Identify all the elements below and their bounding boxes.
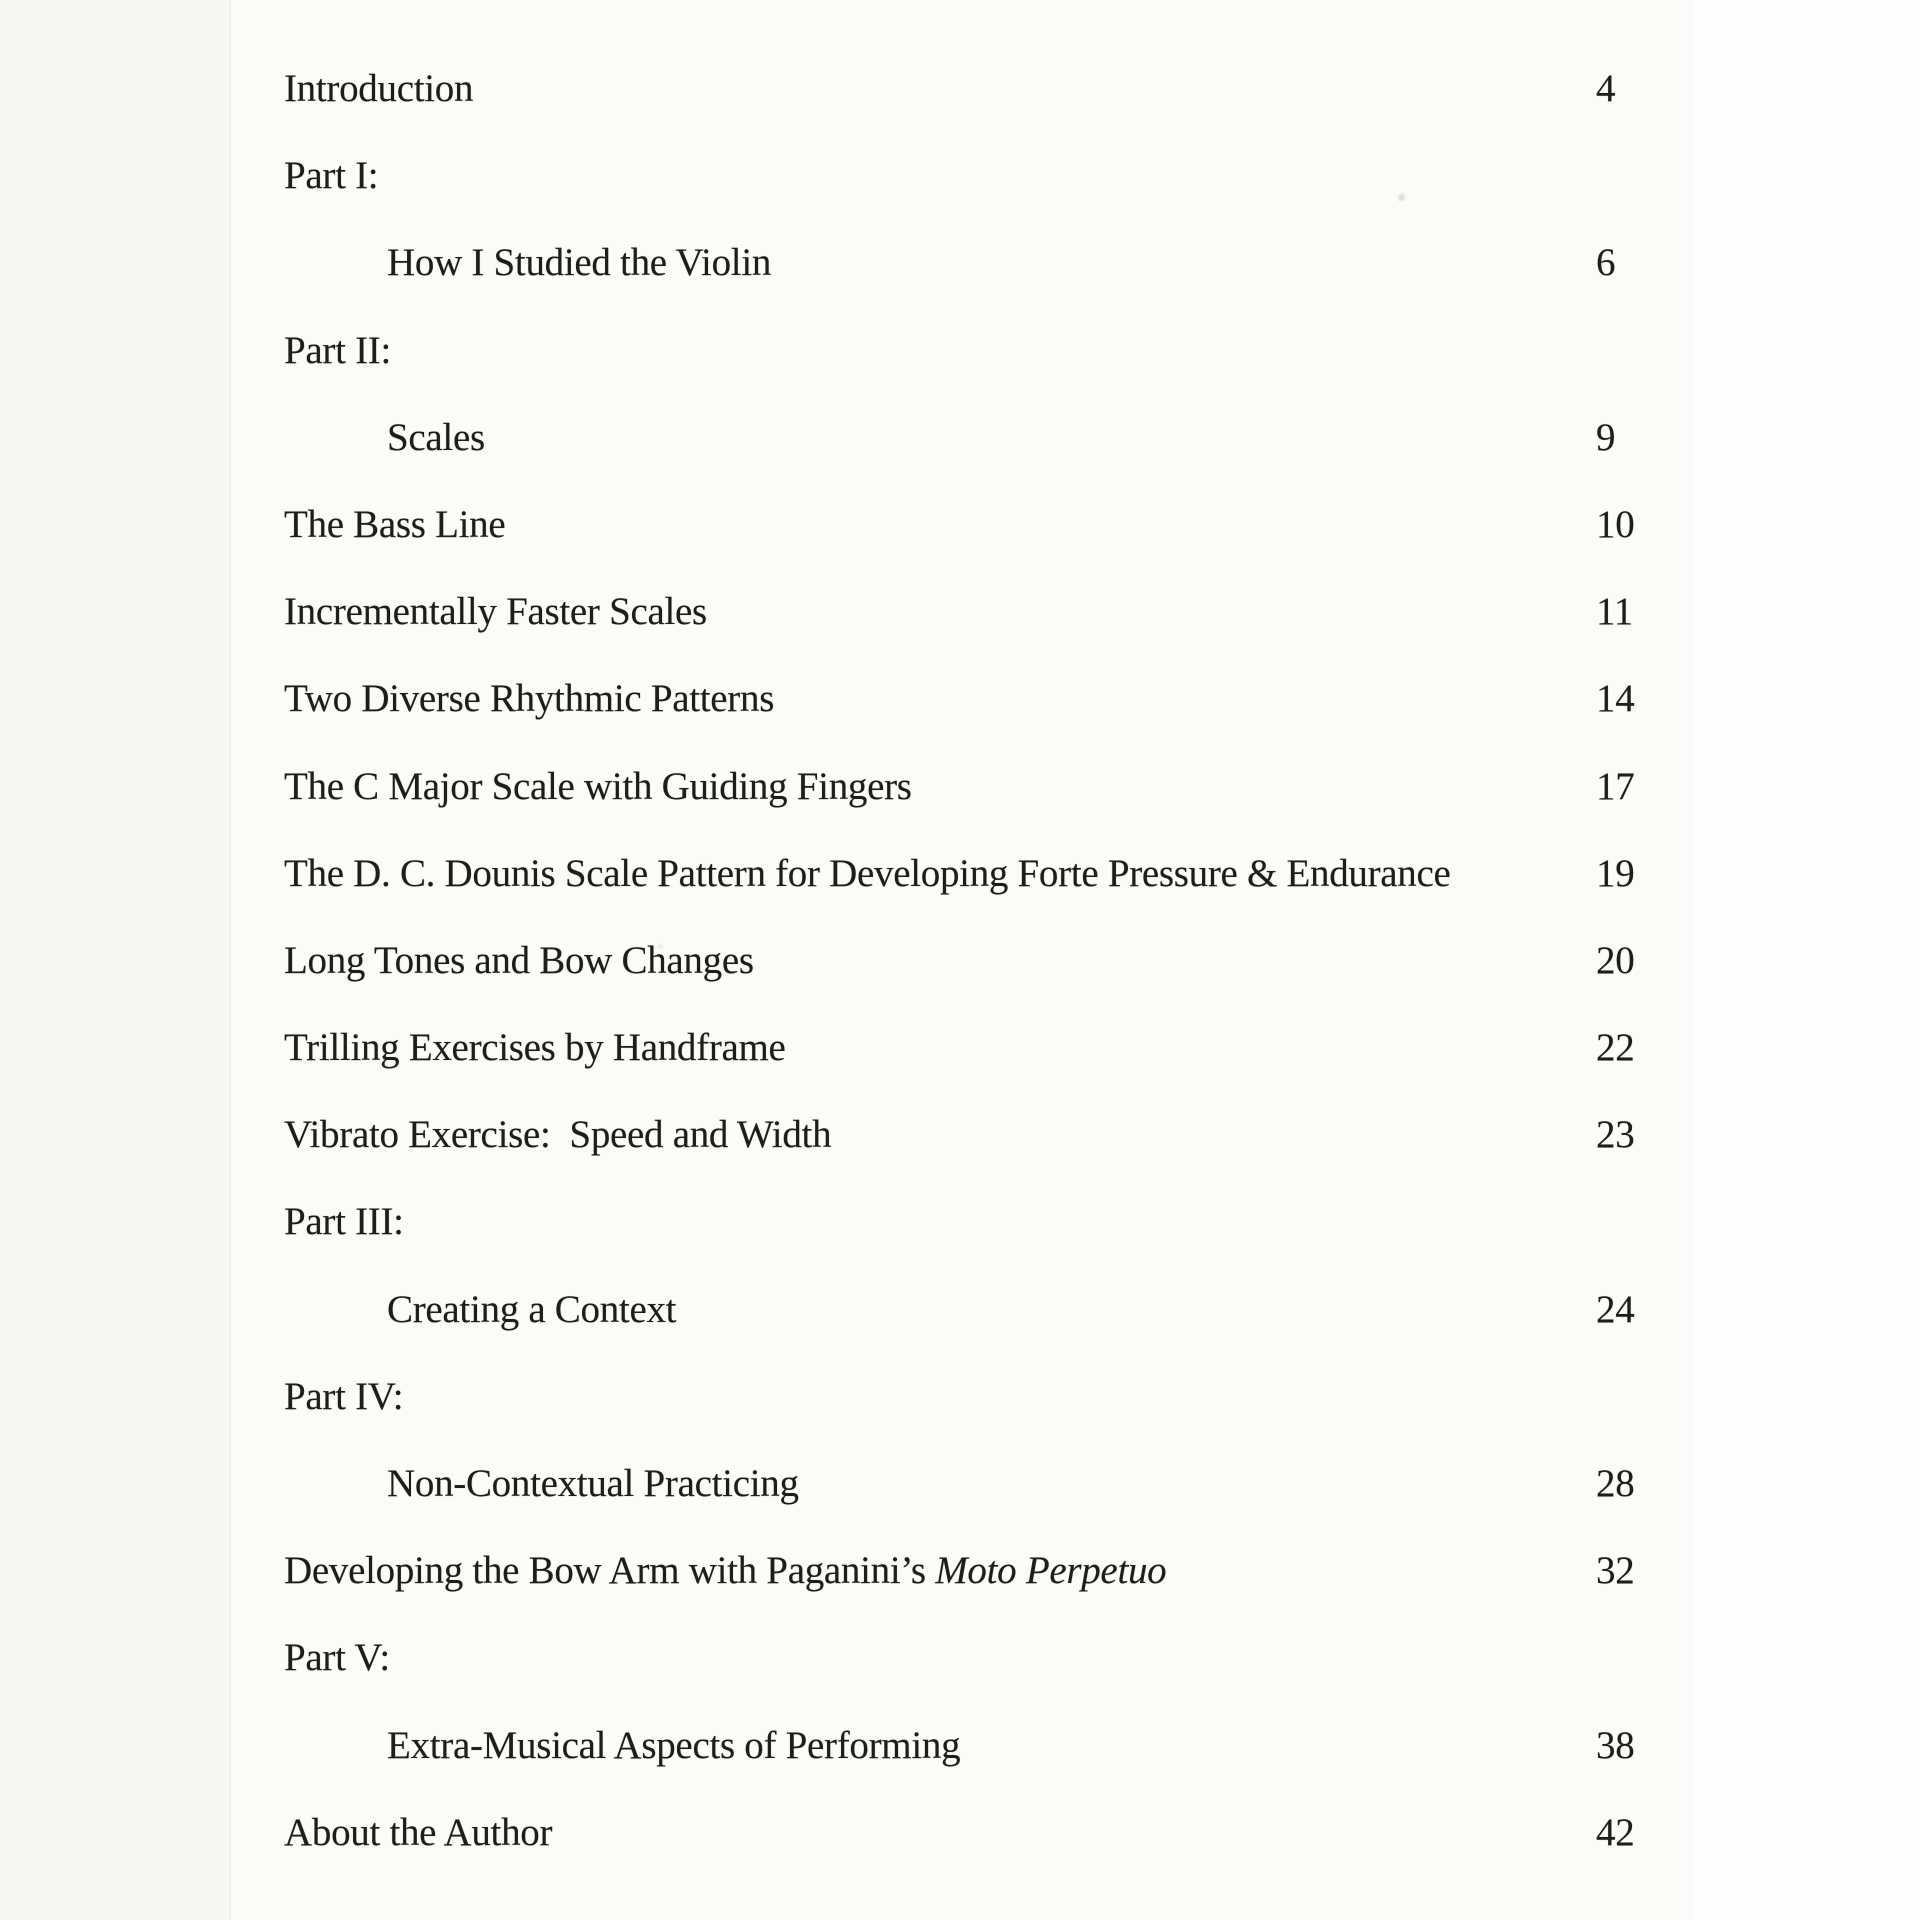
toc-row xyxy=(0,655,1920,742)
toc-entry-label: Creating a Context xyxy=(387,1287,677,1331)
toc-entry-label: Developing the Bow Arm with Paganini’s Moto Perpetuo xyxy=(284,1549,1167,1593)
toc-page-number: 32 xyxy=(1596,1549,1635,1593)
toc-row xyxy=(0,394,1920,481)
toc-page-number: 28 xyxy=(1596,1462,1635,1505)
toc-row xyxy=(0,1789,1920,1876)
toc-entry-label: How I Studied the Violin xyxy=(387,241,772,285)
toc-entry-label: Part IV: xyxy=(284,1374,404,1418)
toc-row xyxy=(0,1527,1920,1614)
toc-row xyxy=(0,1004,1920,1091)
toc-page-number: 11 xyxy=(1596,590,1633,634)
toc-entry-label: Scales xyxy=(387,415,485,459)
toc-entry-label: Extra-Musical Aspects of Performing xyxy=(387,1723,961,1767)
scan-artifact-speck xyxy=(1398,194,1405,201)
toc-row xyxy=(0,1614,1920,1701)
toc-entry-label: The C Major Scale with Guiding Fingers xyxy=(284,764,912,808)
toc-entry-label: Part I: xyxy=(284,154,379,198)
toc-row xyxy=(0,1353,1920,1440)
toc-row xyxy=(0,743,1920,830)
toc-page-number: 20 xyxy=(1596,938,1635,982)
toc-entry-label: Vibrato Exercise: Speed and Width xyxy=(284,1113,832,1157)
toc-row xyxy=(0,45,1920,132)
toc-entry-label: Part III: xyxy=(284,1200,404,1244)
toc-entry-list xyxy=(0,45,1920,1876)
toc-entry-label: Non-Contextual Practicing xyxy=(387,1462,799,1505)
toc-entry-label: Two Diverse Rhythmic Patterns xyxy=(284,677,775,721)
toc-entry-label: Incrementally Faster Scales xyxy=(284,590,707,634)
scan-artifact-speck xyxy=(658,944,663,949)
toc-entry-label: Introduction xyxy=(284,67,474,110)
toc-row xyxy=(0,917,1920,1004)
toc-entry-label: Long Tones and Bow Changes xyxy=(284,938,754,982)
toc-page-number: 9 xyxy=(1596,415,1616,459)
toc-page-number: 24 xyxy=(1596,1287,1635,1331)
toc-row xyxy=(0,1266,1920,1353)
toc-page-number: 4 xyxy=(1596,67,1616,110)
toc-row xyxy=(0,1178,1920,1265)
toc-page-number: 17 xyxy=(1596,764,1635,808)
toc-row xyxy=(0,481,1920,568)
toc-row xyxy=(0,219,1920,306)
toc-row xyxy=(0,1440,1920,1527)
toc-page-number: 6 xyxy=(1596,241,1616,285)
toc-row xyxy=(0,132,1920,219)
toc-page-number: 42 xyxy=(1596,1810,1635,1854)
toc-row xyxy=(0,568,1920,655)
toc-entry-label: Part V: xyxy=(284,1636,390,1680)
toc-page-number: 14 xyxy=(1596,677,1635,721)
toc-page-number: 23 xyxy=(1596,1113,1635,1157)
toc-entry-label: About the Author xyxy=(284,1810,553,1854)
toc-row xyxy=(0,830,1920,917)
toc-entry-label: The D. C. Dounis Scale Pattern for Developing Forte Pressure & Endurance xyxy=(284,851,1451,895)
toc-entry-label: Trilling Exercises by Handframe xyxy=(284,1026,786,1070)
toc-page-number: 38 xyxy=(1596,1723,1635,1767)
toc-page-number: 19 xyxy=(1596,851,1635,895)
toc-entry-label: Part II: xyxy=(284,328,391,372)
toc-page-number: 10 xyxy=(1596,502,1635,546)
toc-row xyxy=(0,1091,1920,1178)
toc-row xyxy=(0,1702,1920,1789)
toc-entry-label: The Bass Line xyxy=(284,502,506,546)
toc-page-number: 22 xyxy=(1596,1026,1635,1070)
toc-row xyxy=(0,307,1920,394)
